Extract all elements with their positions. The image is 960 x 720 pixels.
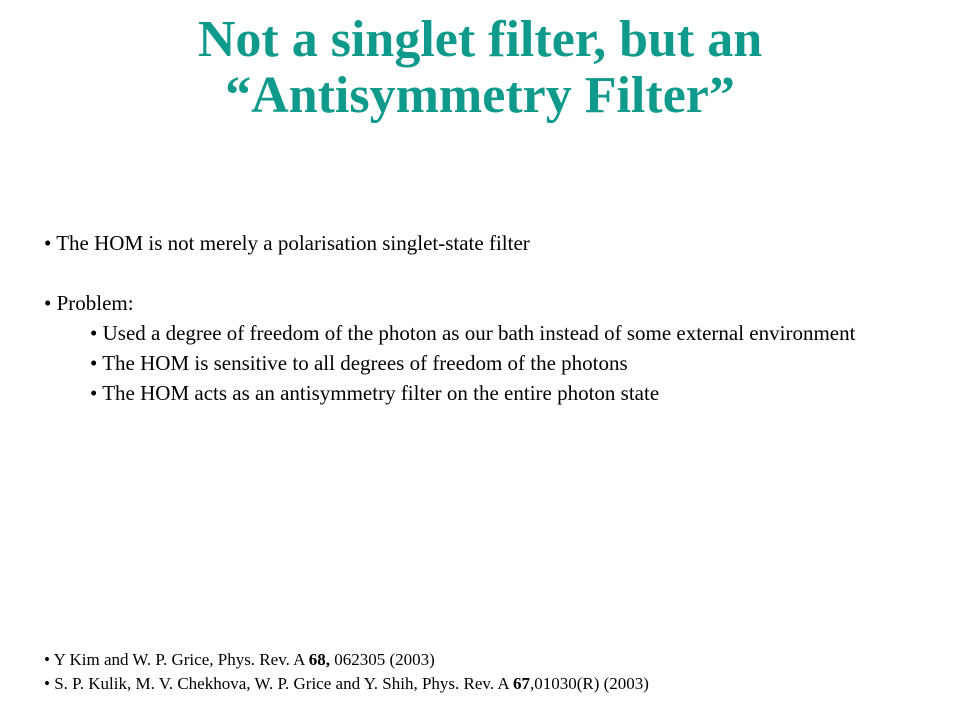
title-line-1: Not a singlet filter, but an bbox=[197, 11, 763, 68]
reference-text: ,01030(R) (2003) bbox=[529, 674, 649, 693]
bullet-hom-not-singlet: • The HOM is not merely a polarisation singlet-state filter bbox=[44, 231, 530, 255]
reference-volume: 67 bbox=[512, 674, 530, 693]
slide-title bbox=[0, 12, 960, 124]
reference-kulik bbox=[44, 672, 944, 696]
title-line-2: “Antisymmetry Filter” bbox=[225, 67, 735, 124]
reference-volume: 68, bbox=[308, 650, 330, 669]
reference-kim-grice bbox=[44, 648, 944, 672]
spacer bbox=[44, 258, 924, 288]
sub-bullet-sensitive: • The HOM is sensitive to all degrees of freedom of the photons bbox=[90, 351, 628, 375]
references bbox=[44, 648, 944, 696]
reference-text: • S. P. Kulik, M. V. Chekhova, W. P. Grice and Y. Shih, Phys. Rev. A bbox=[44, 674, 513, 693]
bullet-problem: • Problem: bbox=[44, 291, 134, 315]
reference-text: • Y Kim and W. P. Grice, Phys. Rev. A bbox=[44, 650, 309, 669]
sub-bullet-degree-of-freedom: • Used a degree of freedom of the photon as our bath instead of some external environment bbox=[90, 321, 856, 345]
bullet-list bbox=[44, 228, 924, 408]
reference-text: 062305 (2003) bbox=[330, 650, 435, 669]
sub-bullet-antisymmetry: • The HOM acts as an antisymmetry filter on the entire photon state bbox=[90, 381, 660, 405]
